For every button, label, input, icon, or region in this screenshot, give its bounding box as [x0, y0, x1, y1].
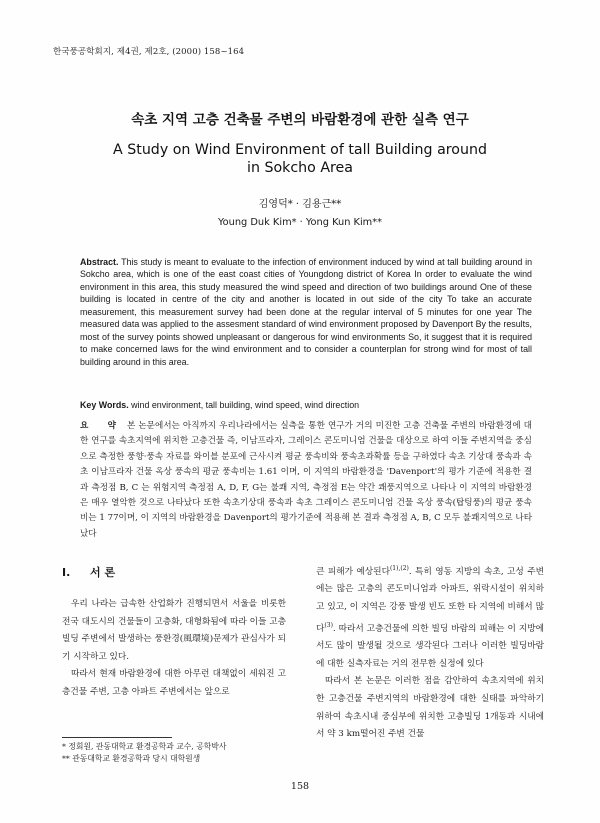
footnote-divider: [62, 737, 172, 738]
english-title-line-1: A Study on Wind Environment of tall Building around: [113, 142, 487, 158]
korean-summary: [80, 419, 532, 542]
left-column: [62, 560, 286, 702]
intro-paragraph-1: 우리 나라는 급속한 산업화가 진행되면서 서울을 비롯한 전국 대도시의 건물들이 고층화, 대형화됨에 따라 이들 고층 빌딩 주변에서 발생하는 풍환경(風環境)문제가 관심사가 되기 시작하고 있다.: [62, 599, 286, 662]
korean-authors: 김영덕* · 김용근**: [258, 199, 342, 210]
english-title: [60, 141, 540, 177]
right-column: [316, 560, 544, 744]
english-title-line-2: in Sokcho Area: [247, 160, 353, 176]
citation-1-2: (1),(2): [389, 565, 409, 572]
keywords-text: wind environment, tall building, wind speed, wind direction: [131, 400, 360, 410]
para3-part-a: 큰 피해가 예상된다: [316, 566, 390, 577]
summary-label: 요 약: [80, 421, 124, 431]
intro-paragraph-2: 따라서 현재 바람환경에 대한 아무런 대책없이 세워진 고층건물 주변, 고층 아파트 주변에서는 앞으로: [62, 669, 286, 697]
section-heading: [62, 564, 286, 586]
para3-part-b: . 특히 영동 지방의 속초, 고성 주변에는 많은 고층의 콘도미니엄과 아파트, 위락시설이 위치하고 있고, 이 지역은 강풍 발생 빈도 또한 타 지역에 비해서 많다: [316, 566, 544, 634]
section-number: I.: [62, 566, 71, 579]
section-title: 서 론: [90, 566, 116, 579]
summary-text: 본 논문에서는 아직까지 우리나라에서는 실측을 통한 연구가 거의 미진한 고층 건축물 주변의 바람환경에 대한 연구를 속초지역에 위치한 고층건물 즉, 이남프라자, 그레이스 콘도미니엄 건물을 대상으로 하여 이들 주변지역을 중심으로 측정한 풍향·풍속 자료를 와이블 분포에 근사시켜 평균 풍속비와 풍속초과확률 등을 구하였다 속초 기상대 풍속과 속초 이남프라자 건물 옥상 풍속의 평균 풍속비는 1.61 이며, 이 지역의 바람환경을 'Davenport'의 평가 기준에 적용한 결과 측정점 B, C 는 위험지역 측정점 A, D, F, G는 불쾌 지역, 측정점 E는 약간 쾌풍지역으로 나타나 이 지역의 바람환경은 매우 열악한 것으로 나타났다 또한 속초기상대 풍속과 속초 그레이스 콘도미니엄 건물 옥상 풍속(탑팅풍)의 평균 풍속비는 1 77이며, 이 지역의 바람환경을 Davenport의 평가기준에 적용해 본 결과 측정점 A, B, C 모두 불쾌지역으로 나타났다: [80, 421, 532, 539]
keywords-label: Key Words.: [80, 400, 129, 410]
para3-part-c: . 따라서 고층건물에 의한 빌딩 바람의 피해는 이 지방에서도 많이 발생될 것으로 생각된다 그러나 이러한 빌딩바람에 대한 실측자료는 거의 전무한 실정에 있다: [316, 623, 544, 669]
abstract-label: Abstract.: [80, 257, 119, 267]
footnote-1: * 정회원, 관동대학교 환경공학과 교수, 공학박사: [62, 742, 227, 751]
page-number: 158: [290, 781, 310, 792]
korean-title: 속초 지역 고층 건축물 주변의 바람환경에 관한 실측 연구: [131, 112, 469, 128]
abstract-text: This study is meant to evaluate to the infection of environment induced by wind at tall building around in Sokcho area, which is one of the east coast cities of Youngdong district of Korea In order to evaluate the wind environment in this area, this study measured the wind speed and direction of two buildings around One of these building is located in centre of the city and another is located in out side of the city To take an accurate measurement, this measurement survey had been done at the regular interval of 5 minutes for one year The measured data was applied to the assesment standard of wind environment proposed by Davenport By the results, most of the survey points showed unpleasant or dangerous for wind environments So, it suggest that it is required to make concerned laws for the wind environment and to consider a counterplan for strong wind for most of tall building around in this area.: [80, 257, 533, 367]
running-head: 한국풍공학회지, 제4권, 제2호, (2000) 158~164: [53, 47, 245, 57]
footnotes: [62, 741, 302, 766]
abstract: [80, 256, 532, 368]
footnote-2: ** 관동대학교 환경공학과 당시 대학원생: [62, 754, 201, 764]
intro-paragraph-3: [316, 560, 544, 673]
english-authors: Young Duk Kim* · Yong Kun Kim**: [217, 217, 383, 228]
keywords: [80, 400, 532, 410]
intro-paragraph-4: 따라서 본 논문은 이러한 점을 감안하여 속초지역에 위치한 고층건물 주변지역의 바람환경에 대한 실태를 파악하기 위하여 속초시내 중심부에 위치한 고층빌딩 1개동과 시내에서 약 3 km떨어진 주변 건물: [316, 676, 544, 740]
citation-3: (3): [324, 621, 333, 629]
